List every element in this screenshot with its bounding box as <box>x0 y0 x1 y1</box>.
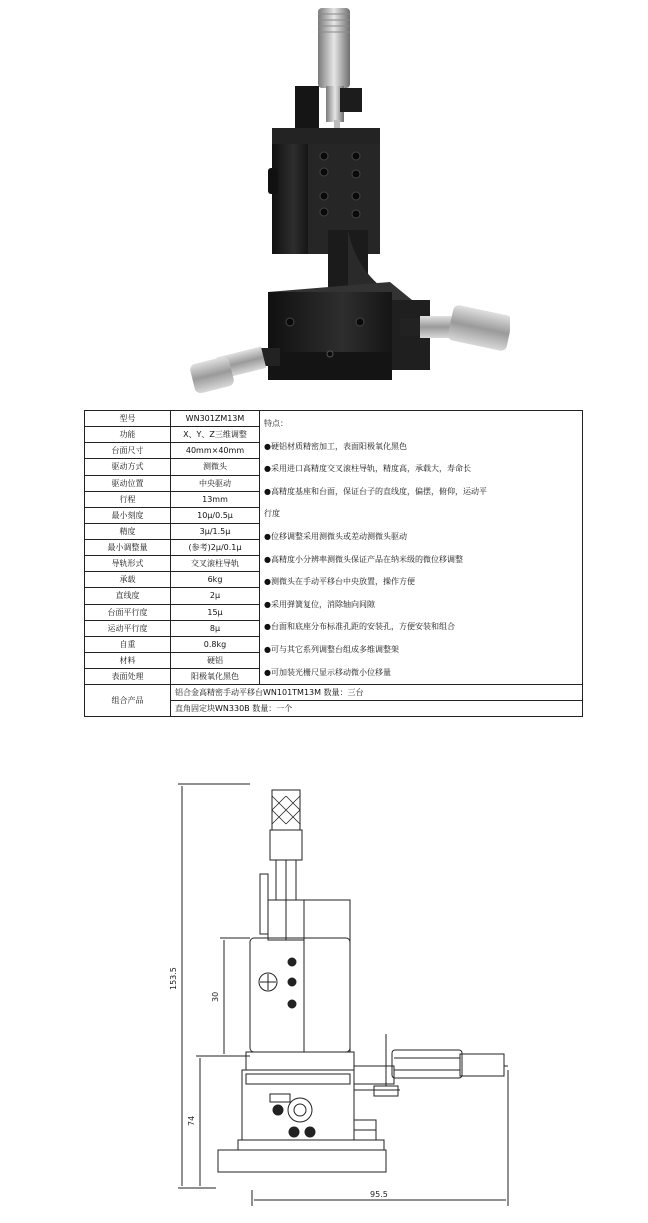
spec-value: 测微头 <box>171 459 260 475</box>
spec-label: 直线度 <box>85 588 171 604</box>
product-photo <box>150 0 510 398</box>
spec-label: 材料 <box>85 652 171 668</box>
combo-row <box>85 685 583 701</box>
spec-value: 10μ/0.5μ <box>171 507 260 523</box>
combo-item: 直角固定块WN330B 数量：一个 <box>171 701 583 717</box>
feature-item: ●硬铝材质精密加工，表面阳极氧化黑色 <box>264 441 407 451</box>
spec-label: 台面平行度 <box>85 604 171 620</box>
feature-item: ●测微头在手动平移台中央放置，操作方便 <box>264 577 415 587</box>
combo-label: 组合产品 <box>85 685 171 717</box>
spec-value: 13mm <box>171 491 260 507</box>
spec-label: 型号 <box>85 411 171 427</box>
spec-value: 8μ <box>171 620 260 636</box>
dim-travel-label: 30 <box>211 991 220 1002</box>
spec-value: 2μ <box>171 588 260 604</box>
spec-label: 运动平行度 <box>85 620 171 636</box>
drawing-z-plate <box>250 938 350 1052</box>
spec-value: X、Y、Z三维调整 <box>171 427 260 443</box>
spec-label: 驱动位置 <box>85 475 171 491</box>
feature-item: ●位移调整采用测微头或差动测微头驱动 <box>264 531 407 541</box>
spec-label: 导轨形式 <box>85 556 171 572</box>
spec-value: 交叉滚柱导轨 <box>171 556 260 572</box>
spec-value: (参考)2μ/0.1μ <box>171 540 260 556</box>
features-title: 特点： <box>264 419 288 428</box>
spec-value: 3μ/1.5μ <box>171 523 260 539</box>
feature-item: ●高精度基座和台面，保证台子的直线度，偏摆，俯仰，运动平 <box>264 486 487 496</box>
spec-label: 行程 <box>85 491 171 507</box>
feature-item: ●采用进口高精度交叉滚柱导轨，精度高，承载大，寿命长 <box>264 464 471 474</box>
spec-label: 最小刻度 <box>85 507 171 523</box>
feature-item: ●可加装光栅尺显示移动微小位移量 <box>264 667 391 677</box>
spec-value: 15μ <box>171 604 260 620</box>
spec-value: 中央驱动 <box>171 475 260 491</box>
drawing-side-micrometer <box>354 1066 394 1084</box>
spec-label: 表面处理 <box>85 669 171 685</box>
spec-table <box>84 410 583 717</box>
spec-label: 精度 <box>85 523 171 539</box>
spec-value: 硬铝 <box>171 652 260 668</box>
combo-item: 铝合金高精密手动平移台WN101TM13M 数量：三台 <box>171 685 583 701</box>
spec-value: 40mm×40mm <box>171 443 260 459</box>
feature-item: ●高精度小分辨率测微头保证产品在纳米级的微位移调整 <box>264 554 463 564</box>
feature-item: 行度 <box>264 509 280 519</box>
spec-label: 最小调整量 <box>85 540 171 556</box>
feature-item: ●采用弹簧复位，消除轴向间隙 <box>264 599 375 609</box>
spec-value: 0.8kg <box>171 636 260 652</box>
spec-label: 功能 <box>85 427 171 443</box>
dim-width-label: 95.5 <box>370 1190 388 1199</box>
dim-total-height-label: 153.5 <box>169 967 178 990</box>
drawing-base <box>218 1150 386 1172</box>
feature-item: ●可与其它系列调整台组成多维调整架 <box>264 644 399 654</box>
spec-value: WN301ZM13M <box>171 411 260 427</box>
spec-label: 自重 <box>85 636 171 652</box>
spec-label: 驱动方式 <box>85 459 171 475</box>
feature-item: ●台面和底座分布标准孔距的安装孔，方便安装和组合 <box>264 622 455 632</box>
spec-row <box>85 411 583 427</box>
spec-value: 6kg <box>171 572 260 588</box>
technical-drawing <box>160 770 520 1210</box>
spec-value: 阳极氧化黑色 <box>171 669 260 685</box>
spec-label: 台面尺寸 <box>85 443 171 459</box>
spec-label: 承载 <box>85 572 171 588</box>
dim-lower-height-label: 74 <box>187 1115 196 1126</box>
x-micrometer <box>189 346 280 394</box>
features-cell <box>260 411 583 685</box>
